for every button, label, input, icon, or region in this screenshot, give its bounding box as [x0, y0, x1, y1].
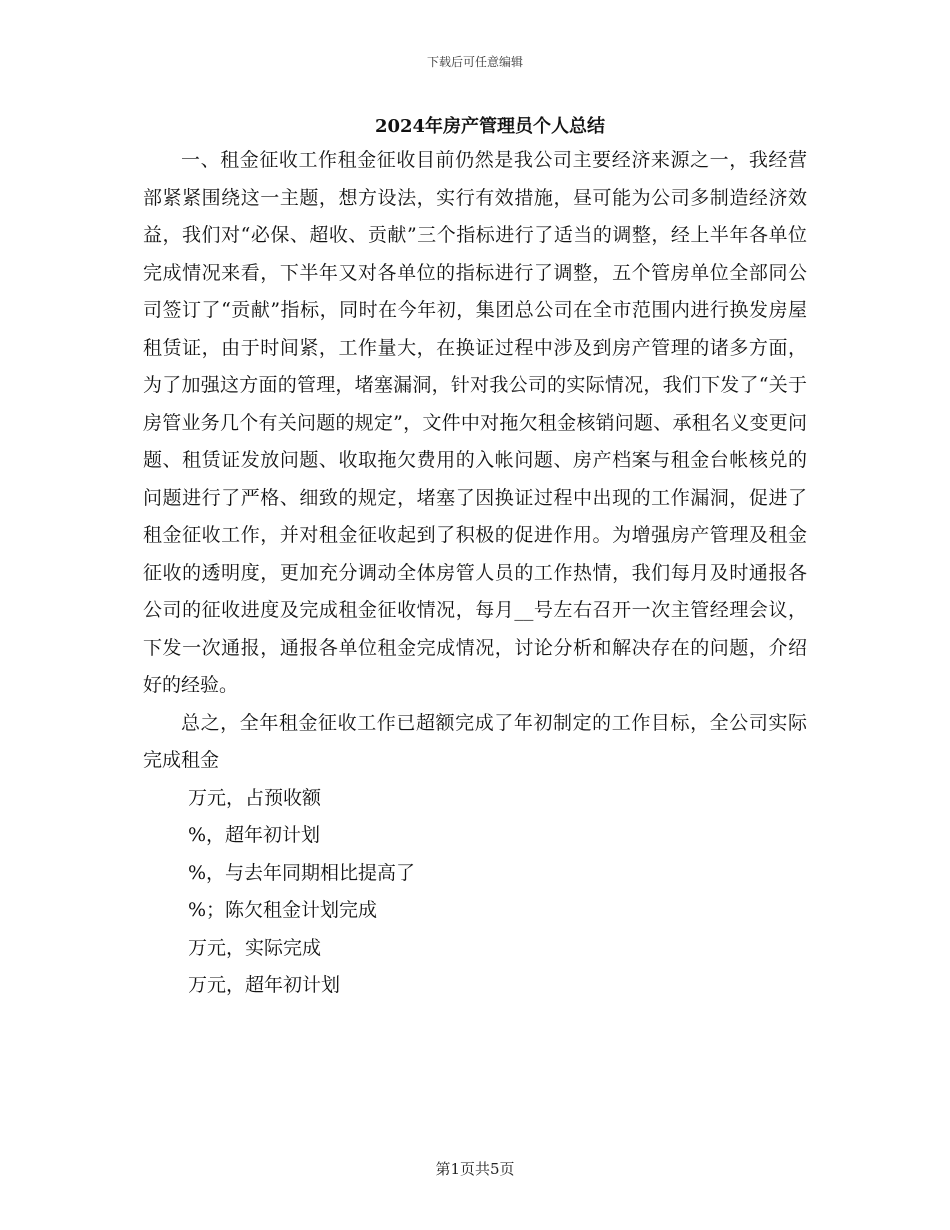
- summary-line: 万元，占预收额: [188, 786, 322, 809]
- page-header: 下载后可任意编辑: [426, 55, 523, 69]
- page-number: 第1页共5页: [435, 1160, 515, 1178]
- paragraph-summary: 总之，全年租金征收工作已超额完成了年初制定的工作目标，全公司实际完成租金: [143, 711, 807, 771]
- summary-line: %，超年初计划: [188, 824, 321, 846]
- summary-line: 万元，实际完成: [188, 936, 322, 959]
- summary-line: %；陈欠租金计划完成: [188, 899, 378, 921]
- paragraph-rent-collection: 一、租金征收工作租金征收目前仍然是我公司主要经济来源之一，我经营部紧紧围绕这一主题，想方设法，实行有效措施，昼可能为公司多制造经济效益，我们对“必保、超收、贡献”三个指标进行了适当的调整，经上半年各单位完成情况来看，下半年又对各单位的指标进行了调整，五个管房单位全部同公司签订了“贡献”指标，同时在今年初，集团总公司在全市范围内进行换发房屋租赁证，由于时间紧，工作量大，在换证过程中涉及到房产管理的诸多方面，为了加强这方面的管理，堵塞漏洞，针对我公司的实际情况，我们下发了“关于房管业务几个有关问题的规定”，文件中对拖欠租金核销问题、承租名义变更问题、租赁证发放问题、收取拖欠费用的入帐问题、房产档案与租金台帐核兑的问题进行了严格、细致的规定，堵塞了因换证过程中出现的工作漏洞，促进了租金征收工作，并对租金征收起到了积极的促进作用。为增强房产管理及租金征收的透明度，更加充分调动全体房管人员的工作热情，我们每月及时通报各公司的征收进度及完成租金征收情况，每月__号左右召开一次主管经理会议，下发一次通报，通报各单位租金完成情况，讨论分析和解决存在的问题，介绍好的经验。: [143, 149, 807, 696]
- summary-line: %，与去年同期相比提高了: [188, 861, 416, 884]
- document-title: 2024年房产管理员个人总结: [374, 116, 606, 137]
- document-body: [143, 112, 807, 1005]
- summary-line: 万元，超年初计划: [188, 974, 341, 996]
